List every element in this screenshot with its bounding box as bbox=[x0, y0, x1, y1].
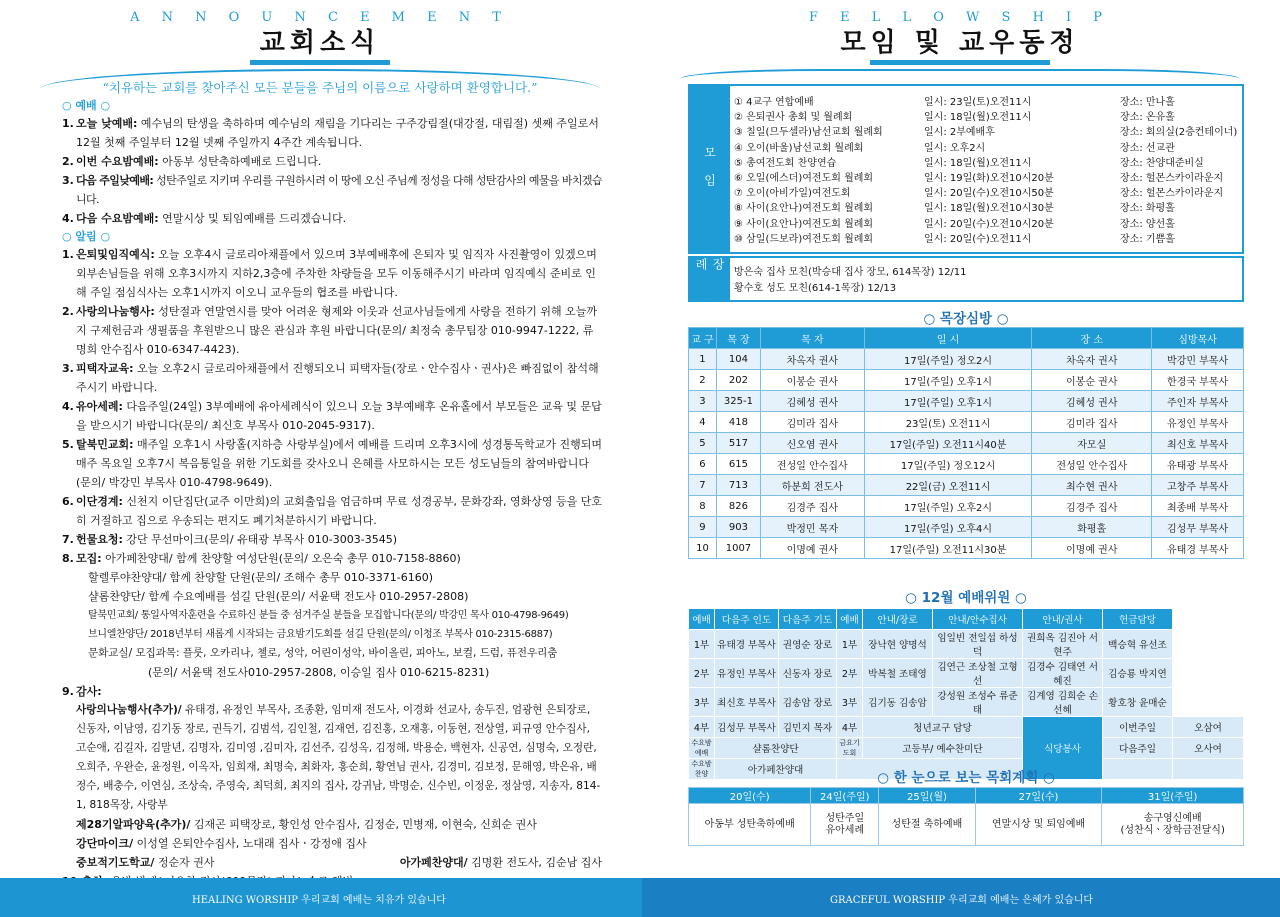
list-item: 7. 헌물요청: 강단 무선마이크(문의/ 유태광 부목사 010-3003-3545) bbox=[62, 533, 397, 546]
worship-committee-title: ○ 12월 예배위원 ○ bbox=[905, 590, 1027, 606]
column-header: 목 장 bbox=[716, 328, 760, 349]
table-row bbox=[689, 454, 1244, 475]
table-cell: 박복철 조태영 bbox=[863, 659, 933, 688]
table-cell: 최신호 부목사 bbox=[715, 688, 779, 717]
table-cell: 김민지 목자 bbox=[779, 717, 837, 738]
table-cell: 22일(금) 오전11시 bbox=[864, 475, 1032, 496]
table-cell: 17일(주일) 오후4시 bbox=[864, 517, 1032, 538]
table-cell: 김승룡 박지연 bbox=[1103, 659, 1173, 688]
table-cell: 3 bbox=[689, 391, 717, 412]
table-cell: 한경국 부목사 bbox=[1152, 370, 1244, 391]
table-cell: 김혜성 권사 bbox=[1032, 391, 1152, 412]
column-header: 일 시 bbox=[864, 328, 1032, 349]
title-underline bbox=[870, 60, 1050, 65]
announcement-eng-title: A N N O U N C E M E N T bbox=[130, 10, 510, 25]
funeral-line: 방은숙 집사 모친(박승대 집사 장모, 614목장) 12/11 bbox=[734, 267, 967, 278]
table-cell: 김기동 김송암 bbox=[863, 688, 933, 717]
table-cell: 유태경 부목사 bbox=[1152, 538, 1244, 559]
table-cell: 최종배 부목사 bbox=[1152, 496, 1244, 517]
table-row bbox=[689, 738, 1244, 759]
recruit-line: 샬롬찬양단/ 함께 수요예배를 섬길 단원(문의/ 서윤택 전도사 010-2957-2808) bbox=[88, 590, 469, 603]
meeting-time: 일시: 20일(수)오전10시50분 bbox=[924, 188, 1054, 200]
meeting-name: ③ 칠일(므두셀라)남선교회 월례회 bbox=[734, 127, 883, 139]
table-cell: 김연근 조상철 고형선 bbox=[933, 659, 1023, 688]
table-cell: 권영순 장로 bbox=[779, 630, 837, 659]
table-cell: 1 bbox=[689, 349, 717, 370]
table-cell: 최수현 권사 bbox=[1032, 475, 1152, 496]
plan-cell: 연말시상 및 퇴임예배 bbox=[975, 804, 1102, 846]
column-header: 31일(주일) bbox=[1102, 788, 1244, 804]
table-cell: 주인자 부목사 bbox=[1152, 391, 1244, 412]
plan-cell: 성탄절 축하예배 bbox=[879, 804, 975, 846]
table-cell: 황호창 윤매순 bbox=[1103, 688, 1173, 717]
table-cell: 826 bbox=[716, 496, 760, 517]
meeting-row bbox=[734, 141, 1242, 156]
meeting-row bbox=[734, 125, 1242, 140]
column-header: 다음주 인도 bbox=[715, 609, 779, 630]
meeting-row bbox=[734, 186, 1242, 201]
meetings-label: 모 임 bbox=[690, 86, 730, 252]
footer-right: GRACEFUL WORSHIP 우리교회 예배는 은혜가 있습니다 bbox=[642, 878, 1280, 917]
welcome-banner: “치유하는 교회를 찾아주신 모든 분들을 주님의 이름으로 사랑하며 환영합니다.” bbox=[40, 69, 600, 95]
meeting-time: 일시: 20일(수)오전10시20분 bbox=[924, 218, 1054, 230]
table-cell: 8 bbox=[689, 496, 717, 517]
table-cell: 17일(주일) 정오2시 bbox=[864, 349, 1032, 370]
column-header: 장 소 bbox=[1032, 328, 1152, 349]
table-cell: 17일(주일) 오전11시40분 bbox=[864, 433, 1032, 454]
fellowship-eng-title: F E L L O W S H I P bbox=[808, 10, 1112, 25]
meeting-place: 장소: 화평홀 bbox=[1120, 203, 1175, 215]
table-cell: 신동자 장로 bbox=[779, 659, 837, 688]
meeting-row bbox=[734, 110, 1242, 125]
table-cell: 최신호 부목사 bbox=[1152, 433, 1244, 454]
meeting-name: ⑧ 사이(요안나)여전도회 월례회 bbox=[734, 203, 874, 215]
table-cell: 7 bbox=[689, 475, 717, 496]
section-worship: ○ 예배 ○ bbox=[62, 99, 111, 112]
table-cell: 3부 bbox=[837, 688, 863, 717]
table-cell: 1부 bbox=[837, 630, 863, 659]
plan-cell: 아동부 성탄축하예배 bbox=[689, 804, 811, 846]
recruit-line: 브니엘찬양단/ 2018년부터 새롭게 시작되는 금요밤기도회를 섬길 단원(문의/ 이청조 부목사 010-2315-6887) bbox=[88, 629, 553, 640]
title-underline bbox=[250, 60, 390, 65]
table-row bbox=[689, 391, 1244, 412]
announcement-page bbox=[0, 0, 640, 878]
meeting-time: 일시: 19일(화)오전10시20분 bbox=[924, 173, 1054, 185]
table-cell: 713 bbox=[716, 475, 760, 496]
table-cell: 6 bbox=[689, 454, 717, 475]
table-cell: 수요밤찬양 bbox=[689, 759, 715, 780]
fellowship-arc bbox=[680, 69, 1240, 79]
plan-cell: 성탄주일 유아세례 bbox=[811, 804, 879, 846]
table-cell: 오삼여 bbox=[1173, 717, 1244, 738]
list-item: 8. 모집: 아가페찬양대/ 함께 찬양할 여성단원(문의/ 오은숙 총무 010-7158-8860) bbox=[62, 552, 461, 565]
table-row bbox=[689, 538, 1244, 559]
table-cell: 김혜성 권사 bbox=[760, 391, 864, 412]
meeting-place: 장소: 온유홀 bbox=[1120, 112, 1175, 124]
funeral-label: 장 례 bbox=[690, 258, 730, 300]
list-item: 5. 탈북민교회: 매주일 오후1시 사랑홀(지하층 사랑부실)에서 예배를 드리며 오후3시에 성경통독학교가 진행되며 매주 목요일 오후7시 복음통일을 위한 기도회를 갖사오니 은혜를 사모하시는 모든 성도님들의 참여바랍니다 (문의/ 박강민 부목사 010-4798-9649). bbox=[62, 438, 602, 489]
meeting-name: ① 4교구 연합예배 bbox=[734, 97, 814, 108]
visit-table bbox=[688, 327, 1244, 559]
table-row bbox=[689, 496, 1244, 517]
table-cell: 전성일 안수집사 bbox=[760, 454, 864, 475]
meeting-row bbox=[734, 217, 1242, 232]
table-cell: 샬롬찬양단 bbox=[715, 738, 837, 759]
table-cell: 자모실 bbox=[1032, 433, 1152, 454]
column-header: 27일(수) bbox=[975, 788, 1102, 804]
meeting-place: 장소: 찬양대준비실 bbox=[1120, 157, 1204, 169]
table-cell: 아가페찬양대 bbox=[715, 759, 837, 780]
meeting-name: ② 은퇴권사 총회 및 월례회 bbox=[734, 112, 853, 124]
fellowship-page bbox=[640, 0, 1280, 878]
section-notice: ○ 알림 ○ bbox=[62, 230, 111, 243]
meeting-place: 장소: 양선홀 bbox=[1120, 218, 1175, 230]
table-cell: 517 bbox=[716, 433, 760, 454]
table-cell: 615 bbox=[716, 454, 760, 475]
table-cell: 오사여 bbox=[1173, 738, 1244, 759]
table-cell: 9 bbox=[689, 517, 717, 538]
plan-table bbox=[688, 787, 1244, 846]
table-cell: 김송암 장로 bbox=[779, 688, 837, 717]
table-cell: 4부 bbox=[689, 717, 715, 738]
table-row bbox=[689, 659, 1244, 688]
table-cell: 202 bbox=[716, 370, 760, 391]
recruit-line: 할렐루야찬양대/ 함께 찬양할 단원(문의/ 조해수 총무 010-3371-6160) bbox=[88, 571, 434, 584]
meeting-time: 일시: 20일(수)오전11시 bbox=[924, 233, 1032, 245]
announcement-title: 교회소식 bbox=[259, 28, 381, 58]
meeting-name: ⑦ 오이(아비가일)여전도회 bbox=[734, 188, 851, 200]
table-cell: 이봉순 권사 bbox=[760, 370, 864, 391]
table-cell: 박정민 목자 bbox=[760, 517, 864, 538]
column-header: 예배 bbox=[689, 609, 715, 630]
column-header: 안내/안수집사 bbox=[933, 609, 1023, 630]
table-cell: 23일(토) 오전11시 bbox=[864, 412, 1032, 433]
table-row bbox=[689, 475, 1244, 496]
table-cell: 청년교구 담당 bbox=[863, 717, 1023, 738]
meeting-name: ④ 오이(바울)남선교회 월례회 bbox=[734, 142, 864, 154]
meeting-time: 일시: 23일(토)오전11시 bbox=[924, 97, 1032, 108]
meeting-place: 장소: 기쁨홀 bbox=[1120, 233, 1175, 245]
table-cell: 이번주일 bbox=[1103, 717, 1173, 738]
table-row bbox=[689, 517, 1244, 538]
table-cell: 강성원 조성수 류준태 bbox=[933, 688, 1023, 717]
table-cell: 김미라 집사 bbox=[1032, 412, 1152, 433]
meeting-row bbox=[734, 232, 1242, 247]
meeting-name: ⑤ 총여전도회 찬양연습 bbox=[734, 157, 837, 169]
meeting-row bbox=[734, 156, 1242, 171]
column-header: 25일(월) bbox=[879, 788, 975, 804]
table-cell: 임일빈 전일섭 하성덕 bbox=[933, 630, 1023, 659]
meeting-name: ⑨ 사이(요안나)여전도회 월례회 bbox=[734, 218, 874, 230]
table-cell: 장낙현 양명석 bbox=[863, 630, 933, 659]
table-cell: 김계영 김희순 손선혜 bbox=[1023, 688, 1103, 717]
table-cell: 17일(주일) 오전11시30분 bbox=[864, 538, 1032, 559]
fellowship-title: 모임 및 교우동정 bbox=[840, 28, 1080, 58]
list-item: 6. 이단경계: 신천지 이단집단(교주 이만희)의 교회출입을 엄금하며 무료 성경공부, 문화강좌, 영화상영 등을 단호히 거절하고 집으로 우송되는 편지도 폐기처분하시기 바랍니다. bbox=[62, 495, 602, 527]
table-cell: 2 bbox=[689, 370, 717, 391]
table-cell: 수요밤예배 bbox=[689, 738, 715, 759]
column-header: 심방목사 bbox=[1152, 328, 1244, 349]
meeting-time: 일시: 18일(월)오전11시 bbox=[924, 112, 1032, 124]
table-cell: 고창주 부목사 bbox=[1152, 475, 1244, 496]
table-cell: 418 bbox=[716, 412, 760, 433]
plan-title: ○ 한 눈으로 보는 목회계획 ○ bbox=[877, 770, 1055, 786]
column-header: 헌금담당 bbox=[1103, 609, 1173, 630]
table-cell: 1007 bbox=[716, 538, 760, 559]
table-cell: 차옥자 권사 bbox=[1032, 349, 1152, 370]
table-row bbox=[689, 688, 1244, 717]
meeting-time: 일시: 2부예배후 bbox=[924, 127, 995, 139]
meeting-row bbox=[734, 171, 1242, 186]
meetings-box bbox=[688, 84, 1244, 254]
table-cell: 백승혁 유선조 bbox=[1103, 630, 1173, 659]
meeting-place: 장소: 헐몬스카이라운지 bbox=[1120, 188, 1224, 200]
table-cell: 10 bbox=[689, 538, 717, 559]
meeting-place: 장소: 헐몬스카이라운지 bbox=[1120, 173, 1224, 185]
thanks-line: 중보적기도학교/ 정순자 권사 아가페찬양대/ 김명환 전도사, 김순남 집사 bbox=[76, 856, 602, 869]
table-row bbox=[689, 717, 1244, 738]
table-cell: 차옥자 권사 bbox=[760, 349, 864, 370]
table-cell: 화평홀 bbox=[1032, 517, 1152, 538]
recruit-line: 탈북민교회/ 통일사역자훈련을 수료하신 분들 중 섬겨주실 분들을 모집합니다(문의/ 박강민 목사 010-4798-9649) bbox=[88, 610, 569, 621]
meeting-place: 장소: 회의실(2층컨테이너) bbox=[1120, 127, 1238, 139]
meeting-name: ⑩ 삼일(드보라)여전도회 월례회 bbox=[734, 233, 874, 245]
list-item: 9. 감사: bbox=[62, 685, 102, 698]
table-cell: 104 bbox=[716, 349, 760, 370]
meeting-time: 일시: 오후2시 bbox=[924, 142, 986, 154]
meeting-name: ⑥ 오일(에스더)여전도회 월례회 bbox=[734, 173, 874, 185]
table-cell: 4 bbox=[689, 412, 717, 433]
meeting-time: 일시: 18일(월)오전11시 bbox=[924, 157, 1032, 169]
table-cell: 유정인 부목사 bbox=[715, 659, 779, 688]
recruit-line: (문의/ 서윤택 전도사010-2957-2808, 이승일 집사 010-6215-8231) bbox=[148, 666, 490, 679]
table-row bbox=[689, 630, 1244, 659]
table-cell: 하분희 전도사 bbox=[760, 475, 864, 496]
meeting-row bbox=[734, 201, 1242, 216]
table-cell: 박강민 부목사 bbox=[1152, 349, 1244, 370]
meetings-list bbox=[730, 86, 1242, 252]
table-cell: 김미라 집사 bbox=[760, 412, 864, 433]
table-cell: 17일(주일) 정오12시 bbox=[864, 454, 1032, 475]
table-cell: 신오염 권사 bbox=[760, 433, 864, 454]
table-row bbox=[689, 370, 1244, 391]
table-cell: 903 bbox=[716, 517, 760, 538]
list-item: 1. 은퇴및임직예식: 오늘 오후4시 글로리아채플에서 있으며 3부예배후에 은퇴자 및 임직자 사진촬영이 있겠으며 외부손님들을 위해 오후3시까지 지하2,3층에 주차한 차량들을 모두 이동해주시기 바라며 임직예식 준비로 인해 주일 점심식사는 오후1시까지 이오니 교우들의 협조를 바랍니다. bbox=[62, 248, 597, 299]
table-cell: 김성무 부목사 bbox=[715, 717, 779, 738]
table-cell: 금요기도회 bbox=[837, 738, 863, 759]
table-cell: 김경주 집사 bbox=[1032, 496, 1152, 517]
table-cell: 2부 bbox=[689, 659, 715, 688]
table-cell: 이명예 권사 bbox=[1032, 538, 1152, 559]
thanks-line: 제28기알파양육(추가)/ 김재곤 피택장로, 황인성 안수집사, 김정순, 민병재, 이현숙, 신희순 권사 bbox=[76, 818, 537, 831]
recruit-line: 문화교실/ 모집과목: 플룻, 오카리나, 첼로, 성악, 어린이성악, 바이올린, 피아노, 보컬, 드럼, 퓨전우리춤 bbox=[88, 647, 558, 659]
worship-committee-table bbox=[688, 608, 1244, 780]
table-cell: 3부 bbox=[689, 688, 715, 717]
meeting-row bbox=[734, 95, 1242, 110]
funeral-box bbox=[688, 256, 1244, 302]
column-header: 안내/장로 bbox=[863, 609, 933, 630]
column-header: 다음주 기도 bbox=[779, 609, 837, 630]
meeting-place: 장소: 만나홀 bbox=[1120, 97, 1175, 108]
column-header: 교 구 bbox=[689, 328, 717, 349]
plan-cell: 송구영신예배 (성찬식ㆍ장학금전달식) bbox=[1102, 804, 1244, 846]
table-cell: 17일(주일) 오후1시 bbox=[864, 370, 1032, 391]
thanks-line: 강단마이크/ 이성열 은퇴안수집사, 노대래 집사ㆍ강정애 집사 bbox=[76, 837, 367, 850]
column-header: 20일(수) bbox=[689, 788, 811, 804]
meal-label: 식당봉사 bbox=[1023, 717, 1103, 780]
table-cell: 전성일 안수집사 bbox=[1032, 454, 1152, 475]
table-cell: 이명예 권사 bbox=[760, 538, 864, 559]
list-item: 2. 사랑의나눔행사: 성탄절과 연말연시를 맞아 어려운 형제와 이웃과 선교사님들에게 사랑을 전하기 위해 오늘까지 구제헌금과 생필품을 후원받으니 많은 관심과 후원 바랍니다(문의/ 최정숙 총무팀장 010-9947-1222, 류명희 안수집사 010-6347-4423). bbox=[62, 305, 598, 356]
table-cell: 다음주일 bbox=[1103, 738, 1173, 759]
table-row bbox=[689, 412, 1244, 433]
table-row bbox=[689, 349, 1244, 370]
announcement-content bbox=[62, 97, 602, 891]
list-item: 2. 이번 수요밤예배: 아동부 성탄축하예배로 드립니다. bbox=[62, 155, 322, 168]
column-header: 예배 bbox=[837, 609, 863, 630]
list-item: 4. 유아세례: 다음주일(24일) 3부예배에 유아세례식이 있으니 오늘 3부예배후 온유홀에서 부모들은 교육 및 문답을 받으시기 바랍니다(문의/ 최신호 부목사 010-2045-9317). bbox=[62, 400, 602, 432]
list-item: 3. 다음 주일낮예배: 성탄주일로 지키며 우리를 구원하시려 이 땅에 오신 주님께 정성을 다해 성탄감사의 예물을 바치겠습니다. bbox=[62, 174, 602, 206]
visit-title: ○ 목장심방 ○ bbox=[923, 311, 1009, 327]
table-cell: 1부 bbox=[689, 630, 715, 659]
funeral-line: 황수호 성도 모친(614-1목장) 12/13 bbox=[734, 283, 897, 294]
list-item: 4. 다음 수요밤예배: 연말시상 및 퇴임예배를 드리겠습니다. bbox=[62, 212, 347, 225]
table-cell: 17일(주일) 오후1시 bbox=[864, 391, 1032, 412]
table-cell: 2부 bbox=[837, 659, 863, 688]
table-cell: 김성무 부목사 bbox=[1152, 517, 1244, 538]
list-item: 1. 오늘 낮예배: 예수님의 탄생을 축하하며 예수님의 재림을 기다리는 구주강림절(대강절, 대림절) 셋째 주일로서 12월 첫째 주일부터 12월 넷째 주일까지 4주간 계속됩니다. bbox=[62, 117, 599, 149]
table-cell: 유태경 부목사 bbox=[715, 630, 779, 659]
meeting-place: 장소: 선교관 bbox=[1120, 142, 1175, 154]
column-header: 목 자 bbox=[760, 328, 864, 349]
table-cell: 김경수 김태연 서혜진 bbox=[1023, 659, 1103, 688]
table-cell: 17일(주일) 오후2시 bbox=[864, 496, 1032, 517]
column-header: 안내/권사 bbox=[1023, 609, 1103, 630]
list-item: 3. 피택자교육: 오늘 오후2시 글로리아채플에서 진행되오니 피택자들(장로ㆍ안수집사ㆍ권사)은 빠짐없이 참석해주시기 바랍니다. bbox=[62, 362, 599, 394]
footer-left: HEALING WORSHIP 우리교회 예배는 치유가 있습니다 bbox=[192, 895, 446, 906]
table-cell: 고등부/ 예수찬미단 bbox=[863, 738, 1023, 759]
meeting-time: 일시: 18일(월)오전10시30분 bbox=[924, 203, 1054, 215]
footer-bar bbox=[0, 878, 1280, 917]
table-row bbox=[689, 433, 1244, 454]
table-cell: 이봉순 권사 bbox=[1032, 370, 1152, 391]
column-header: 24일(주일) bbox=[811, 788, 879, 804]
table-cell: 유태광 부목사 bbox=[1152, 454, 1244, 475]
table-cell: 4부 bbox=[837, 717, 863, 738]
table-cell: 김경주 집사 bbox=[760, 496, 864, 517]
table-cell: 5 bbox=[689, 433, 717, 454]
table-cell: 325-1 bbox=[716, 391, 760, 412]
table-cell: 유정인 부목사 bbox=[1152, 412, 1244, 433]
table-cell: 권희옥 김진아 서현주 bbox=[1023, 630, 1103, 659]
thanks-line: 사랑의나눔행사(추가)/ 유태경, 유정인 부목사, 조종환, 임미재 전도사, 이경화 선교사, 송두진, 엄광현 은퇴장로, 신동자, 이남영, 김기동 장로, 권득기, 김범석, 김인철, 김재연, 김진홍, 오재홍, 이동현, 전상열, 피규영 안수집사, 고순애, 김길자, 김말년, 김명자, 김미영 ,김미자, 김선주, 김성옥, 김정해, 박용순, 백현자, 신공연, 심명숙, 오정란, 오희주, 우완순, 윤정원, 이옥자, 임희재, 최명숙, 최화자, 홍순희, 황연님 권사, 김경미, 김보정, 문해영, 박은유, 배정수, 배충수, 이연심, 조상숙, 주영숙, 최덕희, 최지의 집사, 강귀남, 박명순, 신수빈, 이정운, 정삼영, 지송자, 814-1, 818목장, 사랑부 bbox=[76, 704, 601, 811]
